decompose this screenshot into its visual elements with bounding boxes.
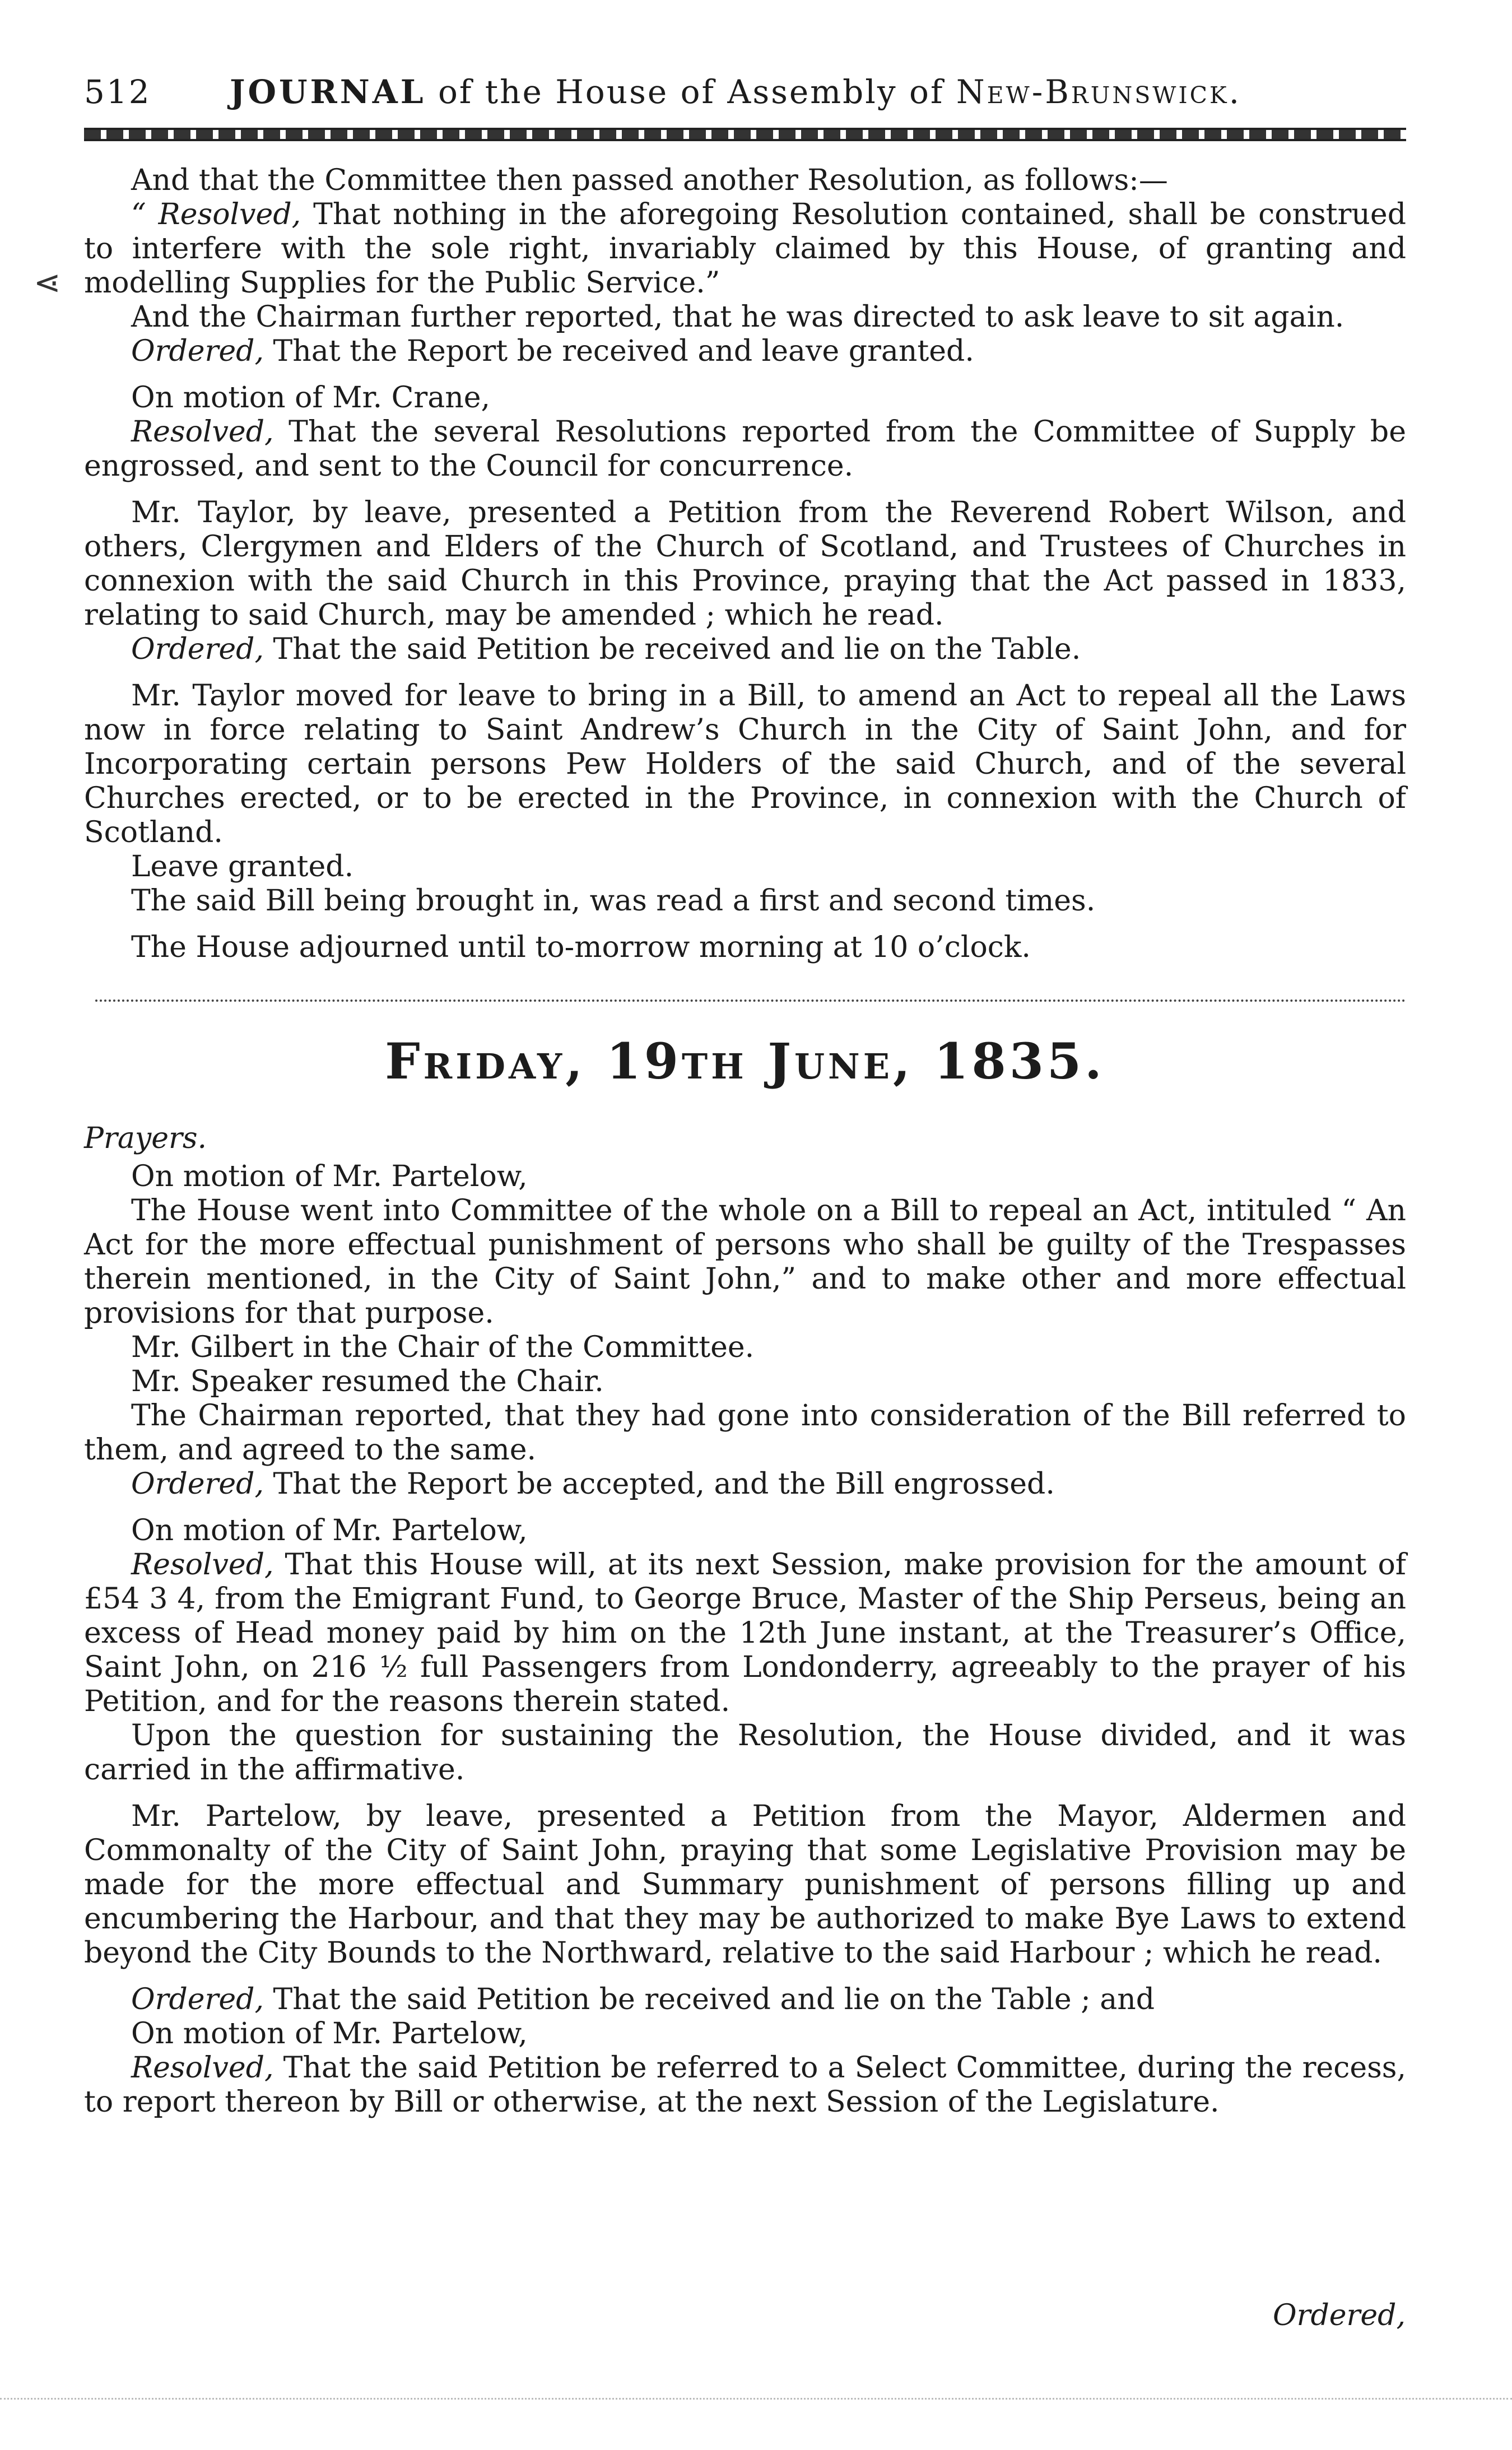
paragraph <box>84 381 1406 415</box>
top-section <box>84 164 1406 965</box>
section-divider <box>95 999 1406 1002</box>
paragraph-text: The House adjourned until to-morrow morning at 10 o’clock. <box>131 931 1031 964</box>
prayers-label: Prayers. <box>84 1122 207 1155</box>
paragraph <box>84 931 1406 965</box>
paragraph <box>84 633 1406 667</box>
running-head <box>84 73 1406 118</box>
paragraph <box>84 1548 1406 1719</box>
paragraph-text: That the Report be accepted, and the Bill engrossed. <box>264 1467 1055 1501</box>
paragraph <box>84 850 1406 884</box>
paragraph-text: Mr. Taylor moved for leave to bring in a Bill, to amend an Act to repeal all the Laws now in force relating to Saint Andrew’s Church in the City of Saint John, and for Incorporating certain persons Pew Holders of the said Church, and of the several Churches erected, or to be erected in the Province, in connexion with the Church of Scotland. <box>84 679 1406 849</box>
journal-page <box>84 73 1406 2119</box>
paragraph <box>84 496 1406 633</box>
paragraph <box>84 1800 1406 1970</box>
paragraph-text: That the Report be received and leave granted. <box>264 334 974 368</box>
running-title-middle: of the House of Assembly of <box>426 73 956 111</box>
paragraph-lead: Ordered, <box>131 1467 264 1501</box>
paragraph <box>84 164 1406 198</box>
paragraph <box>84 1365 1406 1399</box>
paragraph <box>84 884 1406 918</box>
paragraph-text: Leave granted. <box>131 850 354 884</box>
paragraph <box>84 1467 1406 1501</box>
paragraph-text: And the Chairman further reported, that he was directed to ask leave to sit again. <box>131 300 1344 334</box>
paragraph-text: And that the Committee then passed another Resolution, as follows:— <box>131 164 1168 197</box>
paragraph <box>84 1194 1406 1331</box>
paragraph-text: The House went into Committee of the whole on a Bill to repeal an Act, intituled “ An Act for the more effectual punishment of persons who shall be guilty of the Trespasses therein mentioned, in the City of Saint John,” and to make other and more effectual provisions for that purpose. <box>84 1194 1406 1330</box>
running-title-province: New-Brunswick. <box>956 73 1242 111</box>
running-title-journal: JOURNAL <box>230 73 426 111</box>
paragraph-lead: Ordered, <box>131 334 264 368</box>
paragraph <box>84 1514 1406 1548</box>
paragraph-lead: Resolved, <box>131 415 274 449</box>
paragraph-text: Mr. Partelow, by leave, presented a Petition from the Mayor, Aldermen and Commonalty of the City of Saint John, praying that some Legislative Provision may be made for the more effectual and Summary punishment of persons filling up and encumbering the Harbour, and that they may be authorized to make Bye Laws to extend beyond the City Bounds to the Northward, relative to the said Harbour ; which he read. <box>84 1800 1406 1970</box>
paragraph-lead: Ordered, <box>131 633 264 666</box>
bottom-section <box>84 1160 1406 2119</box>
paragraph <box>84 1331 1406 1365</box>
paragraph-text: Mr. Speaker resumed the Chair. <box>131 1365 604 1398</box>
paragraph <box>84 415 1406 484</box>
paragraph <box>84 198 1406 300</box>
paragraph-text: On motion of Mr. Partelow, <box>131 1514 528 1547</box>
paragraph-text: That the several Resolutions reported from the Committee of Supply be engrossed, and sent to the Council for concurrence. <box>84 415 1406 483</box>
running-title <box>230 73 1241 111</box>
paragraph <box>84 300 1406 334</box>
paragraph-text: Mr. Taylor, by leave, presented a Petition from the Reverend Robert Wilson, and others, Clergymen and Elders of the Church of Scotland, and Trustees of Churches in connexion with the said Church in this Province, praying that the Act passed in 1833, relating to said Church, may be amended ; which he read. <box>84 496 1406 632</box>
paragraph <box>84 1399 1406 1467</box>
margin-mark: ⋖ <box>34 263 61 301</box>
paragraph <box>84 334 1406 369</box>
paragraph <box>84 2051 1406 2119</box>
paragraph <box>84 1160 1406 1194</box>
page-edge-noise <box>0 2398 1512 2428</box>
paragraph-text: On motion of Mr. Partelow, <box>131 2017 528 2051</box>
paragraph-text: The said Bill being brought in, was read a first and second times. <box>131 884 1096 918</box>
paragraph <box>84 679 1406 850</box>
paragraph-text: On motion of Mr. Partelow, <box>131 1160 528 1193</box>
paragraph-lead: Resolved, <box>131 1548 274 1582</box>
paragraph <box>84 2017 1406 2051</box>
paragraph-lead: Ordered, <box>131 1983 264 2016</box>
paragraph-text: That nothing in the aforegoing Resolution contained, shall be construed to interfere with the sole right, invariably claimed by this House, of granting and modelling Supplies for the Public Service.” <box>84 198 1406 300</box>
paragraph-lead: Resolved, <box>131 2051 274 2085</box>
paragraph-text: Upon the question for sustaining the Resolution, the House divided, and it was carried in the affirmative. <box>84 1719 1406 1787</box>
paragraph-text: That the said Petition be received and lie on the Table ; and <box>264 1983 1155 2016</box>
paragraph-text: The Chairman reported, that they had gone into consideration of the Bill referred to them, and agreed to the same. <box>84 1399 1406 1467</box>
page-number: 512 <box>84 73 151 111</box>
paragraph-text: Mr. Gilbert in the Chair of the Committee. <box>131 1331 755 1364</box>
catchword: Ordered, <box>1273 2299 1406 2332</box>
day-heading: Friday, 19th June, 1835. <box>385 1032 1105 1090</box>
paragraph <box>84 1983 1406 2017</box>
paragraph-text: On motion of Mr. Crane, <box>131 381 491 415</box>
header-rule <box>84 128 1406 141</box>
paragraph <box>84 1719 1406 1787</box>
paragraph-lead: “ Resolved, <box>131 198 301 231</box>
paragraph-text: That the said Petition be received and lie on the Table. <box>264 633 1081 666</box>
paragraph-text: That this House will, at its next Session, make provision for the amount of £54 3 4, from the Emigrant Fund, to George Bruce, Master of the Ship Perseus, being an excess of Head money paid by him on the 12th June instant, at the Treasurer’s Office, Saint John, on 216 ½ full Passengers from Londonderry, agreeably to the prayer of his Petition, and for the reasons therein stated. <box>84 1548 1406 1718</box>
paragraph-text: That the said Petition be referred to a Select Committee, during the recess, to report thereon by Bill or otherwise, at the next Session of the Legislature. <box>84 2051 1406 2119</box>
